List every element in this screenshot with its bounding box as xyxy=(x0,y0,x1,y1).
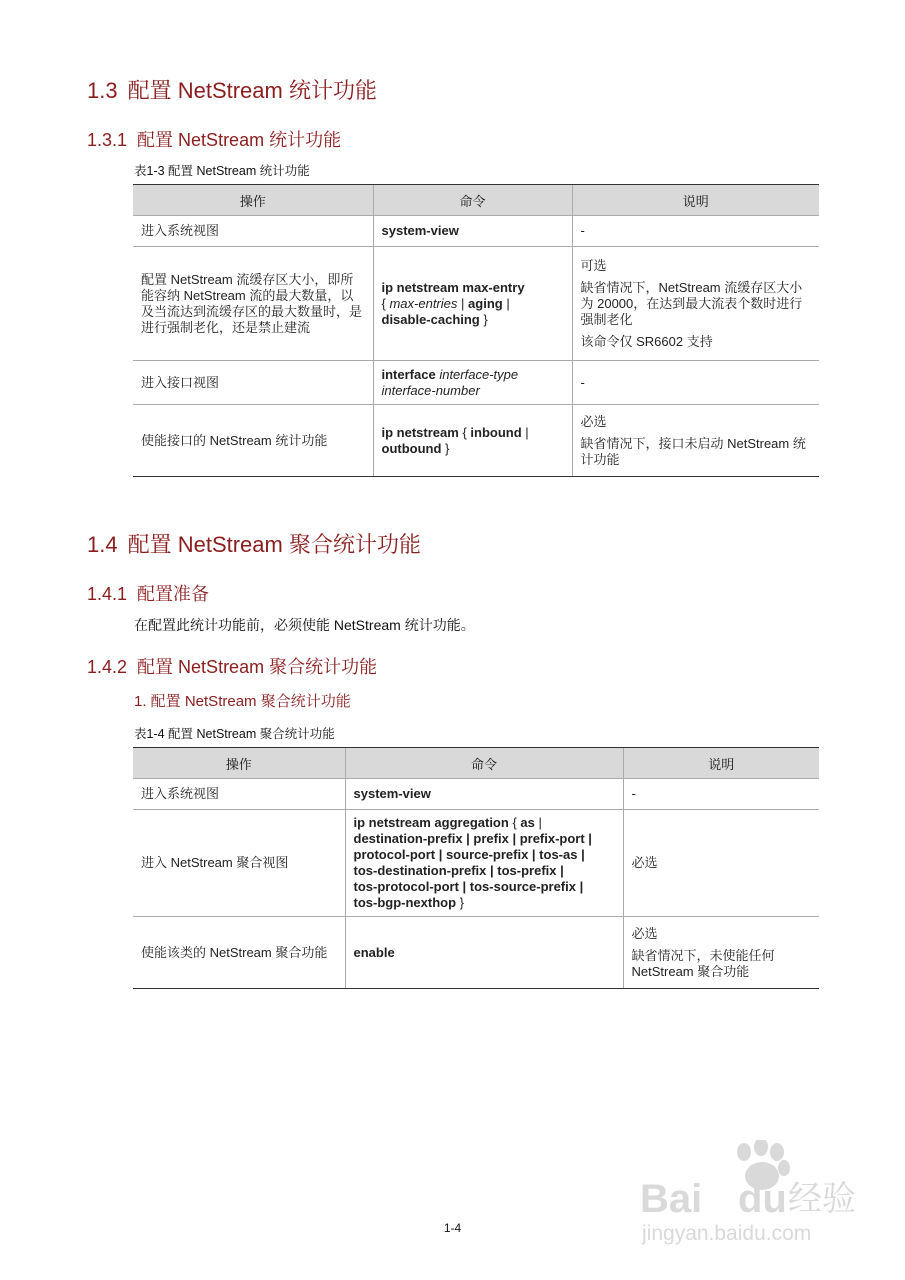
table-row xyxy=(133,247,819,361)
preparation-paragraph: 在配置此统计功能前，必须使能 NetStream 统计功能。 xyxy=(134,617,475,633)
table-row xyxy=(133,361,819,405)
description-cell: - xyxy=(572,216,819,247)
table-1-4-caption: 表1-4 配置 NetStream 聚合统计功能 xyxy=(134,727,335,741)
table-row xyxy=(133,216,819,247)
operation-cell: 进入系统视图 xyxy=(133,216,373,247)
description-cell: 必选 缺省情况下，接口未启动 NetStream 统计功能 xyxy=(572,405,819,477)
operation-cell: 进入系统视图 xyxy=(133,779,345,810)
table-header-row xyxy=(133,185,819,216)
header-description: 说明 xyxy=(572,185,819,216)
watermark-brand-2: du xyxy=(738,1177,787,1221)
watermark-cn: 经验 xyxy=(788,1179,856,1219)
section-1-4-1-heading: 1.4.1 配置准备 xyxy=(87,584,210,604)
table-1-3-caption: 表1-3 配置 NetStream 统计功能 xyxy=(134,164,310,178)
header-command: 命令 xyxy=(345,748,623,779)
header-description: 说明 xyxy=(623,748,819,779)
table-1-4 xyxy=(133,747,819,989)
operation-cell: 使能该类的 NetStream 聚合功能 xyxy=(133,917,345,989)
command-cell: system-view xyxy=(373,216,572,247)
command-cell: system-view xyxy=(345,779,623,810)
description-cell: 必选 缺省情况下，未使能任何 NetStream 聚合功能 xyxy=(623,917,819,989)
command-cell: ip netstream { inbound | outbound } xyxy=(373,405,572,477)
description-cell: - xyxy=(572,361,819,405)
subsection-1-heading: 1. 配置 NetStream 聚合统计功能 xyxy=(134,693,351,710)
operation-cell: 进入接口视图 xyxy=(133,361,373,405)
operation-cell: 进入 NetStream 聚合视图 xyxy=(133,810,345,917)
table-row xyxy=(133,810,819,917)
description-cell: 必选 xyxy=(623,810,819,917)
section-1-3-1-heading: 1.3.1 配置 NetStream 统计功能 xyxy=(87,130,342,150)
section-1-3-heading: 1.3 配置 NetStream 统计功能 xyxy=(87,78,377,103)
table-row xyxy=(133,917,819,989)
baidu-jingyan-watermark xyxy=(640,1140,870,1250)
section-1-4-2-heading: 1.4.2 配置 NetStream 聚合统计功能 xyxy=(87,657,378,677)
operation-cell: 配置 NetStream 流缓存区大小，即所能容纳 NetStream 流的最大数量，以及当流达到流缓存区的最大数量时，是进行强制老化，还是禁止建流 xyxy=(133,247,373,361)
header-operation: 操作 xyxy=(133,748,345,779)
command-cell: ip netstream max-entry { max-entries | aging | disable-caching } xyxy=(373,247,572,361)
operation-cell: 使能接口的 NetStream 统计功能 xyxy=(133,405,373,477)
watermark-url: jingyan.baidu.com xyxy=(642,1222,812,1245)
header-command: 命令 xyxy=(373,185,572,216)
description-cell: 可选 缺省情况下，NetStream 流缓存区大小为 20000，在达到最大流表个数时进行强制老化 该命令仅 SR6602 支持 xyxy=(572,247,819,361)
table-1-3 xyxy=(133,184,819,477)
header-operation: 操作 xyxy=(133,185,373,216)
section-1-4-heading: 1.4 配置 NetStream 聚合统计功能 xyxy=(87,532,421,557)
command-cell: interface interface-type interface-number xyxy=(373,361,572,405)
command-cell: ip netstream aggregation { as | destination-prefix | prefix | prefix-port | protocol-port | source-prefix | tos-as | tos-destination-prefix | tos-prefix | tos-protocol-port | tos-source-prefix | tos-bgp-nexthop } xyxy=(345,810,623,917)
description-cell: - xyxy=(623,779,819,810)
page-number: 1-4 xyxy=(443,1221,462,1235)
table-row xyxy=(133,779,819,810)
watermark-brand: Bai xyxy=(640,1177,703,1221)
table-header-row xyxy=(133,748,819,779)
command-cell: enable xyxy=(345,917,623,989)
table-row xyxy=(133,405,819,477)
